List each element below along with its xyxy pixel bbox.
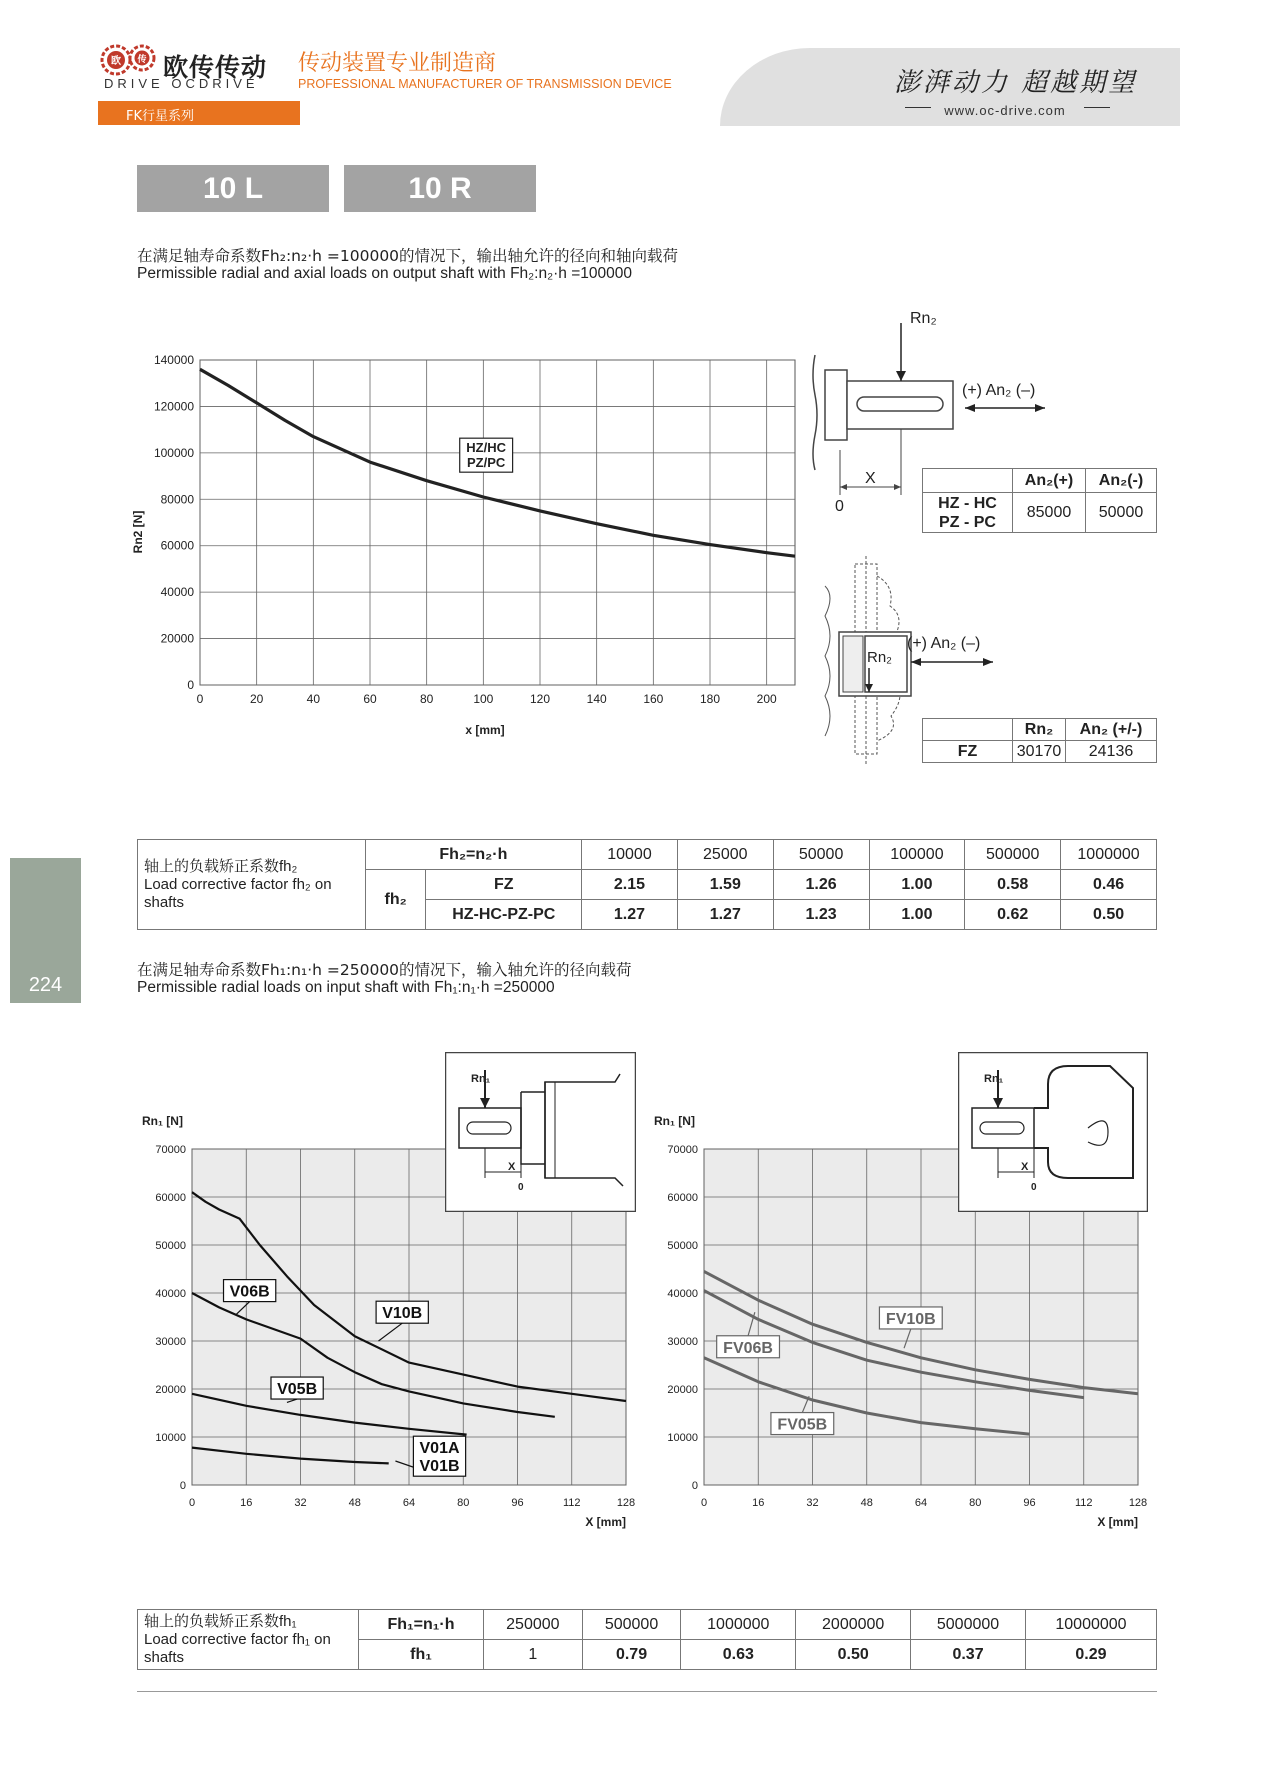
x-tick-label: 32 (806, 1497, 819, 1509)
fh2-hz-4: 0.62 (965, 900, 1061, 930)
plot-area (200, 360, 795, 685)
y-tick-label: 40000 (667, 1288, 698, 1300)
series-label: FV06B (723, 1339, 773, 1357)
an2-row-label: HZ - HC PZ - PC (923, 493, 1013, 533)
an2-plus-value: 85000 (1013, 493, 1086, 533)
inset-v-force: Rn₁ (471, 1073, 491, 1085)
y-tick-label: 70000 (155, 1144, 186, 1156)
x-tick-label: 100 (473, 692, 494, 706)
y-tick-label: 30000 (667, 1336, 698, 1348)
y-axis-label: Rn₁ [N] (654, 1114, 695, 1128)
output-caption-en: Permissible radial and axial loads on output shaft with Fh₂:n₂·h =100000 (137, 265, 632, 282)
fh2-hz-3: 1.00 (869, 900, 965, 930)
model-10r: 10 R (344, 165, 536, 212)
x-dim-label: X (865, 470, 876, 487)
tagline-en: PROFESSIONAL MANUFACTURER OF TRANSMISSION DEVICE (298, 77, 672, 91)
y-tick-label: 60000 (160, 538, 194, 553)
fh1-col-3: 2000000 (796, 1610, 911, 1640)
an2-plus-header: An₂(+) (1013, 469, 1086, 493)
series-label: FV05B (777, 1416, 828, 1434)
fz-rn2-label: Rn₂ (867, 649, 892, 666)
y-tick-label: 10000 (667, 1432, 698, 1444)
fz-rn2-header: Rn₂ (1013, 719, 1066, 741)
y-axis-label: Rn₁ [N] (142, 1114, 183, 1128)
series-label: V10B (382, 1305, 423, 1323)
inset-v-x: X (508, 1161, 516, 1173)
y-tick-label: 20000 (155, 1384, 186, 1396)
x-tick-label: 64 (914, 1497, 928, 1509)
fz-an2-label: (+) An₂ (–) (907, 635, 981, 652)
series-label: V06B (229, 1283, 270, 1301)
x-tick-label: 112 (1074, 1497, 1093, 1509)
x-axis-label: X [mm] (1097, 1515, 1138, 1529)
x-tick-label: 160 (643, 692, 664, 706)
y-tick-label: 100000 (153, 445, 194, 460)
fh2-col-5: 1000000 (1061, 840, 1157, 870)
x-tick-label: 16 (240, 1497, 253, 1509)
an2-table (922, 468, 1157, 533)
x-axis-label: x [mm] (465, 723, 505, 737)
model-10l: 10 L (137, 165, 329, 212)
x-tick-label: 80 (969, 1497, 982, 1509)
x-tick-label: 0 (700, 1497, 708, 1509)
fh1-label-en: Load corrective factor fh₁ on shafts (144, 1630, 331, 1666)
logo-char-1: 欧 (111, 56, 121, 67)
slogan: 澎湃动力 超越期望 (894, 68, 1138, 98)
x-tick-label: 32 (294, 1497, 307, 1509)
brand-name-en: DRIVE OCDRIVE (104, 76, 259, 91)
x-tick-label: 128 (616, 1497, 636, 1509)
series-label: HZ/HC (466, 440, 507, 456)
x-tick-label: 96 (1023, 1497, 1036, 1509)
fh2-fz-5: 0.46 (1061, 870, 1157, 900)
x-tick-label: 128 (1128, 1497, 1148, 1509)
y-tick-label: 70000 (667, 1144, 698, 1156)
x-tick-label: 48 (348, 1497, 361, 1509)
y-tick-label: 120000 (153, 399, 194, 414)
input-shaft-inset-v (445, 1052, 636, 1212)
fh1-val-4: 0.37 (911, 1640, 1026, 1670)
fh2-hz-5: 0.50 (1061, 900, 1157, 930)
brand-name-cn: 欧传传动 (163, 53, 268, 82)
y-tick-label: 10000 (155, 1432, 186, 1444)
fh1-table (137, 1609, 1157, 1670)
x-tick-label: 200 (756, 692, 777, 706)
fh2-col-0: 10000 (582, 840, 678, 870)
inset-v-zero: 0 (518, 1182, 524, 1193)
x-tick-label: 60 (363, 692, 377, 706)
series-label: PZ/PC (467, 455, 506, 471)
fh1-col-1: 500000 (582, 1610, 681, 1640)
input-caption-cn: 在满足轴寿命系数Fh₁:n₁·h =250000的情况下，输入轴允许的径向载荷 (137, 961, 632, 979)
input-shaft-inset-fv (958, 1052, 1148, 1212)
logo-char-2: 传 (137, 54, 147, 64)
x-tick-label: 16 (752, 1497, 765, 1509)
y-tick-label: 40000 (155, 1288, 186, 1300)
fh2-fz-1: 1.59 (677, 870, 773, 900)
x-tick-label: 120 (529, 692, 551, 706)
y-tick-label: 20000 (667, 1384, 698, 1396)
y-tick-label: 50000 (155, 1240, 186, 1252)
series-label: FV10B (885, 1310, 936, 1328)
fh2-row-hz-label: HZ-HC-PZ-PC (426, 900, 582, 930)
rn2-label: Rn₂ (910, 310, 937, 327)
fh2-fz-2: 1.26 (773, 870, 869, 900)
fh2-row-fz-label: FZ (426, 870, 582, 900)
fz-an2-header: An₂ (+/-) (1066, 719, 1157, 741)
x-tick-label: 40 (306, 692, 321, 706)
y-tick-label: 80000 (160, 492, 194, 507)
fh2-col-4: 500000 (965, 840, 1061, 870)
inset-fv-x: X (1021, 1161, 1029, 1173)
x-axis-label: X [mm] (585, 1515, 626, 1529)
y-tick-label: 30000 (155, 1336, 186, 1348)
series-label: V05B (277, 1381, 318, 1399)
x-tick-label: 140 (586, 692, 607, 706)
y-tick-label: 0 (179, 1480, 186, 1492)
fh1-head-label: Fh₁=n₁·h (359, 1610, 484, 1640)
x-tick-label: 0 (196, 692, 204, 706)
fz-an2-value: 24136 (1066, 741, 1157, 763)
x-tick-label: 0 (188, 1497, 196, 1509)
series-label: FK行星系列 (126, 109, 195, 124)
y-tick-label: 20000 (160, 631, 194, 646)
fh2-hz-2: 1.23 (773, 900, 869, 930)
fh1-col-0: 250000 (484, 1610, 583, 1640)
an2-label: (+) An₂ (–) (962, 382, 1036, 399)
fh1-label-cn: 轴上的负载矫正系数fh₁ (144, 1612, 297, 1630)
fz-rn2-value: 30170 (1013, 741, 1066, 763)
inset-fv-zero: 0 (1031, 1182, 1037, 1193)
y-tick-label: 140000 (153, 353, 194, 367)
fh2-hz-0: 1.27 (582, 900, 678, 930)
fz-row-label: FZ (923, 741, 1013, 763)
y-tick-label: 60000 (155, 1192, 186, 1204)
fh1-col-4: 5000000 (911, 1610, 1026, 1640)
y-tick-label: 40000 (160, 585, 194, 600)
x-tick-label: 112 (562, 1497, 581, 1509)
series-tab (98, 101, 300, 125)
page-side-tab (10, 858, 81, 1003)
y-axis-label: Rn2 [N] (131, 510, 145, 554)
y-tick-label: 0 (691, 1480, 698, 1492)
x-tick-label: 48 (860, 1497, 873, 1509)
inset-fv-force: Rn₁ (984, 1073, 1004, 1085)
fh1-col-2: 1000000 (681, 1610, 796, 1640)
fh2-fz-0: 2.15 (582, 870, 678, 900)
series-label: V01A (419, 1440, 460, 1458)
x-tick-label: 64 (402, 1497, 416, 1509)
x-tick-label: 180 (699, 692, 721, 706)
fh1-val-1: 0.79 (582, 1640, 681, 1670)
fh1-val-3: 0.50 (796, 1640, 911, 1670)
fh1-col-5: 10000000 (1025, 1610, 1156, 1640)
fh2-fz-4: 0.58 (965, 870, 1061, 900)
fh2-hz-1: 1.27 (677, 900, 773, 930)
footer-rule (137, 1691, 1157, 1692)
website-url[interactable]: www.oc-drive.com (944, 103, 1066, 118)
fh2-label-en: Load corrective factor fh₂ on shafts (144, 875, 332, 911)
series-label: V01B (419, 1458, 460, 1476)
tagline-cn: 传动装置专业制造商 (298, 51, 497, 76)
x-tick-label: 96 (511, 1497, 524, 1509)
an2-minus-header: An₂(-) (1086, 469, 1157, 493)
fh2-fz-3: 1.00 (869, 870, 965, 900)
y-tick-label: 0 (187, 678, 194, 692)
fh1-val-5: 0.29 (1025, 1640, 1156, 1670)
fz-table (922, 718, 1157, 763)
fh2-col-1: 25000 (677, 840, 773, 870)
page-number: 224 (28, 974, 63, 996)
x-tick-label: 80 (419, 692, 434, 706)
fh2-head-label: Fh₂=n₂·h (365, 840, 581, 870)
x-tick-label: 20 (249, 692, 264, 706)
x-tick-label: 80 (457, 1497, 470, 1509)
fh1-val-0: 1 (484, 1640, 583, 1670)
fh2-label-cn: 轴上的负载矫正系数fh₂ (144, 857, 298, 875)
an2-minus-value: 50000 (1086, 493, 1157, 533)
fh2-group-label: fh₂ (365, 870, 426, 930)
fh2-table (137, 839, 1157, 930)
fh1-val-2: 0.63 (681, 1640, 796, 1670)
fh2-col-2: 50000 (773, 840, 869, 870)
input-caption-en: Permissible radial loads on input shaft with Fh₁:n₁·h =250000 (137, 979, 555, 996)
output-shaft-load-chart (120, 340, 810, 750)
fh2-col-3: 100000 (869, 840, 965, 870)
output-caption-cn: 在满足轴寿命系数Fh₂:n₂·h =100000的情况下，输出轴允许的径向和轴向载荷 (137, 247, 679, 265)
y-tick-label: 60000 (667, 1192, 698, 1204)
zero-label: 0 (835, 498, 844, 515)
y-tick-label: 50000 (667, 1240, 698, 1252)
fh1-row-label: fh₁ (359, 1640, 484, 1670)
